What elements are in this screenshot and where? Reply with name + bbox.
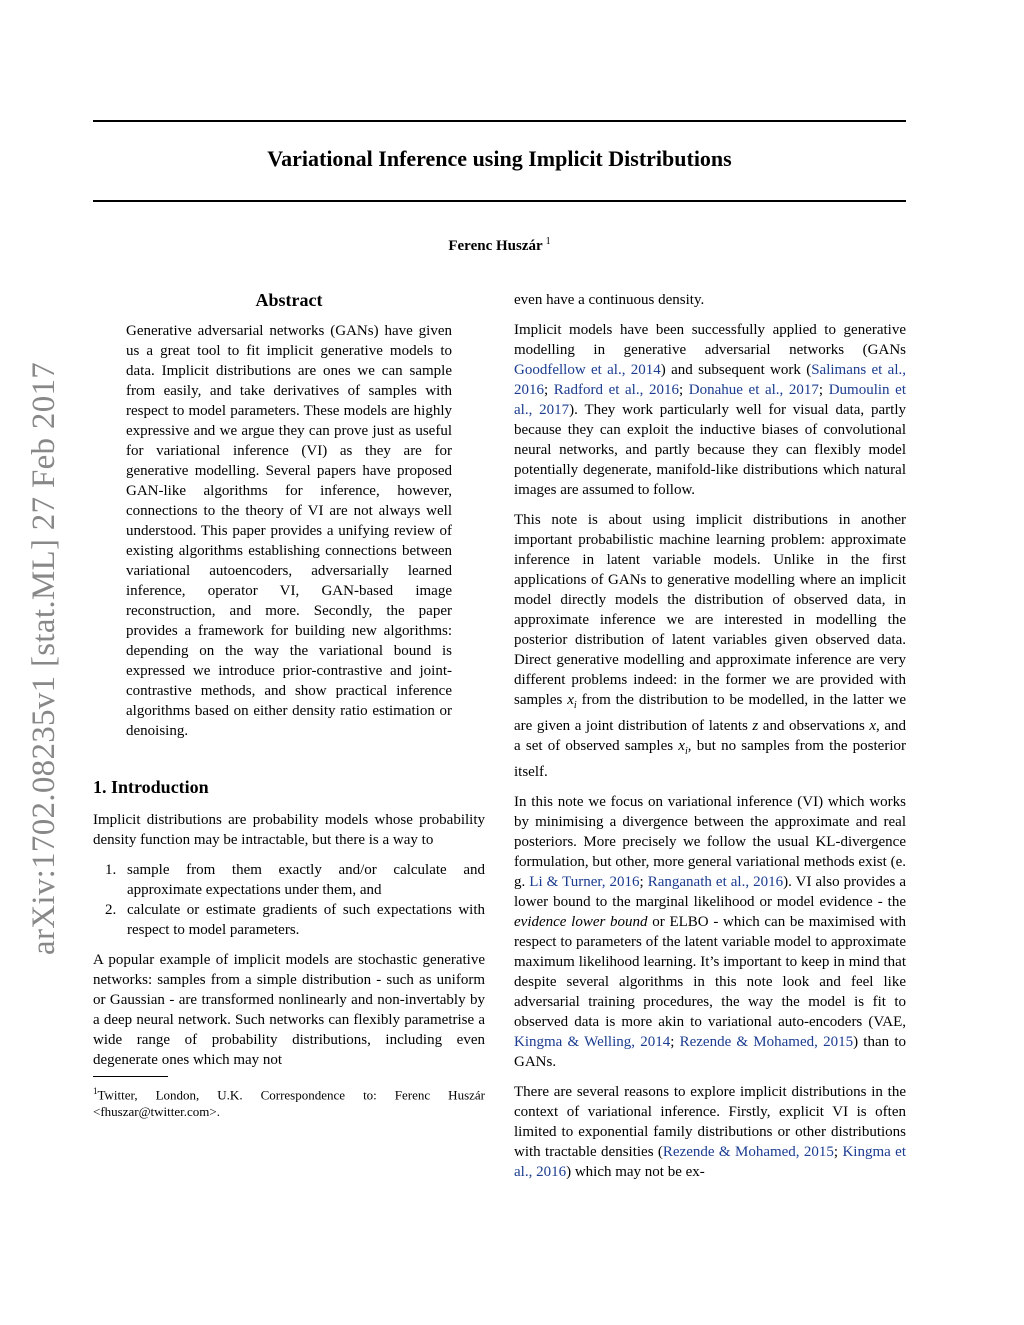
emphasis-text: evidence lower bound — [514, 914, 648, 930]
abstract-heading: Abstract — [255, 290, 323, 310]
paper-title: Variational Inference using Implicit Distributions — [267, 146, 732, 171]
author-line — [93, 236, 906, 255]
text-run: and observations — [758, 718, 870, 734]
body-paragraph — [514, 510, 906, 782]
text-run: Implicit models have been successfully applied to generative modelling in generative adversarial networks (GANs — [514, 322, 906, 358]
footnote-rule — [93, 1076, 168, 1077]
list-item-text: calculate or estimate gradients of such expectations with respect to model parameters. — [127, 902, 485, 938]
body-paragraph — [514, 320, 906, 500]
author-affiliation-mark: 1 — [545, 236, 551, 247]
right-column — [514, 290, 906, 1182]
numbered-list — [93, 860, 485, 940]
math-symbol — [567, 692, 577, 711]
text-run: ) which may not be ex- — [566, 1164, 705, 1180]
section-heading-introduction: 1. Introduction — [93, 777, 209, 797]
title-rule-top — [93, 120, 906, 122]
footnote-text: Twitter, London, U.K. Correspondence to: Ferenc Huszár <fhuszar@twitter.com>. — [93, 1087, 485, 1120]
citation-link[interactable]: Kingma & Welling, 2014 — [514, 1034, 671, 1050]
text-run: or ELBO - which can be maximised with respect to parameters of the latent variable model to approximate maximum likelihood learning. It’s important to keep in mind that despite several algorithms in this note look and feel like adversarial training procedures, the way the model is fit to observed data is more akin to variational auto-encoders (VAE, — [514, 914, 906, 1030]
citation-link[interactable]: Dumoulin et al., 2017 — [514, 382, 906, 418]
math-symbol: z — [752, 718, 759, 734]
arxiv-stamp: arXiv:1702.08235v1 [stat.ML] 27 Feb 2017 — [26, 361, 62, 955]
footnote-mark: 1 — [93, 1086, 98, 1096]
text-run: ). They work particularly well for visual data, partly because they can exploit the inductive biases of convolutional neural networks, and partly because they can flexibly model potentially degenerate, manifold-like distributions which natural images are assumed to follow. — [514, 402, 907, 498]
intro-paragraph: Implicit distributions are probability models whose probability density function may be intractable, but there is a way to — [93, 812, 485, 848]
text-run: , and a set of observed samples — [514, 718, 906, 754]
citation-link[interactable]: Ranganath et al., 2016 — [647, 874, 784, 890]
math-symbol — [678, 738, 688, 757]
citation-link[interactable]: Rezende & Mohamed, 2015 — [662, 1144, 834, 1160]
text-run: ) and subsequent work ( — [660, 362, 812, 378]
math-var: x — [567, 692, 574, 708]
list-item-text: sample from them exactly and/or calculate and approximate expectations under them, and — [127, 862, 485, 898]
text-run: ; — [670, 1034, 680, 1050]
citation-link[interactable]: Kingma et al., 2016 — [514, 1144, 906, 1180]
citation-link[interactable]: Salimans et al., 2016 — [514, 362, 906, 398]
text-run: ). VI also provides a lower bound to the marginal likelihood or model evidence - the — [514, 874, 907, 910]
text-run: ; — [833, 1144, 843, 1160]
text-run: ; — [678, 382, 689, 398]
list-item — [93, 900, 485, 940]
text-run: There are several reasons to explore implicit distributions in the context of variational inference. Firstly, explicit VI is often limited to exponential family distributions or other distributions with tractable densities ( — [514, 1084, 906, 1160]
citation-link[interactable]: Radford et al., 2016 — [553, 382, 679, 398]
body-paragraph — [514, 792, 906, 1072]
text-run: This note is about using implicit distributions in another important probabilistic machine learning problem: approximate inference in latent variable models. Unlike in the first applications of GANs to generative modelling where an implicit model directly models the distribution of observed data, in approximate inference we are interested in modelling the posterior distribution of latent variables given observed data. Direct generative modelling and approximate inference are very different problems indeed: in the former we are provided with samples — [514, 512, 906, 708]
text-run: ; — [818, 382, 829, 398]
list-item — [93, 860, 485, 900]
abstract-body: Generative adversarial networks (GANs) have given us a great tool to fit implicit generative models to data. Implicit distributions are ones we can sample from easily, and take derivatives of samples with respect to model parameters. These models are highly expressive and we argue they can prove just as useful for variational inference (VI) as they are for generative modelling. Several papers have proposed GAN-like algorithms for inference, however, connections to the theory of VI are not always well understood. This paper provides a unifying review of existing algorithms establishing connections between variational autoencoders, adversarially learned inference, operator VI, GAN-based image reconstruction, and more. Secondly, the paper provides a framework for building new algorithms: depending on the way the variational bound is expressed we introduce prior-contrastive and joint-contrastive methods, and show practical inference algorithms based on either density ratio estimation or denoising. — [126, 323, 452, 739]
intro-paragraph: A popular example of implicit models are stochastic generative networks: samples from a simple distribution - such as uniform or Gaussian - are transformed nonlinearly and non-invertably by a deep neural network. Such networks can flexibly parametrise a wide range of probability distributions, including even degenerate ones which may not — [93, 952, 485, 1068]
citation-link[interactable]: Rezende & Mohamed, 2015 — [679, 1034, 854, 1050]
title-rule-bottom — [93, 200, 906, 202]
text-run: ; — [639, 874, 648, 890]
citation-link[interactable]: Donahue et al., 2017 — [688, 382, 819, 398]
citation-link[interactable]: Goodfellow et al., 2014 — [514, 362, 661, 378]
text-run: from the distribution to be modelled, in the latter we are given a joint distribution of latents — [514, 692, 907, 734]
math-var: x — [678, 738, 685, 754]
citation-link[interactable]: Li & Turner, 2016 — [529, 874, 640, 890]
math-subscript: i — [573, 700, 577, 711]
footnote — [93, 1083, 485, 1120]
text-run: In this note we focus on variational inference (VI) which works by minimising a divergence between the approximate and real posteriors. More precisely we follow the usual KL-divergence formulation, but other, more general variational methods exist (e. g. — [514, 794, 906, 890]
text-run: ) than to GANs. — [514, 1034, 906, 1070]
author-name: Ferenc Huszár — [448, 238, 543, 254]
body-paragraph — [514, 1082, 906, 1182]
list-item-number: 2. — [105, 902, 117, 918]
left-column — [93, 286, 485, 1120]
text-run: , but no samples from the posterior itself. — [514, 738, 906, 780]
math-subscript: i — [684, 746, 688, 757]
list-item-number: 1. — [105, 862, 117, 878]
text-run: ; — [544, 382, 554, 398]
body-paragraph: even have a continuous density. — [514, 292, 705, 308]
math-symbol: x — [869, 718, 877, 734]
